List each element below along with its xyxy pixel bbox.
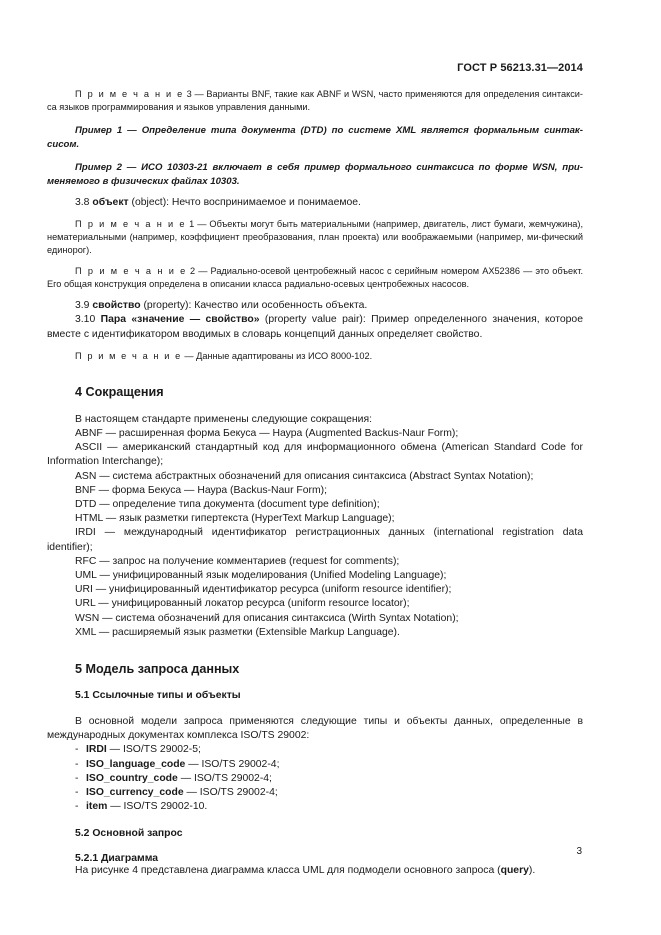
- abbreviation-item: URL — унифицированный локатор ресурса (uniform resource locator);: [75, 598, 410, 610]
- list-item: [47, 758, 583, 772]
- section-5-2-1-title: 5.2.1 Диаграмма: [75, 853, 159, 865]
- note-label: П р и м е ч а н и е: [75, 219, 187, 230]
- note-text: 2 — Радиально-осевой центробежный насос с серийным номером AX52386 — это объект. Его общая конструкция определена в описании класса радиально-осевых центробежных насосов.: [47, 266, 583, 290]
- example-2: Пример 2 — ИСО 10303-21 включает в себя пример формального синтаксиса по форме WSN, при-меняемого в физических файлах 10303.: [47, 162, 583, 187]
- abbreviation-item: IRDI — международный идентификатор регистрационных данных (international registration data identifier);: [47, 527, 583, 553]
- type-name: item: [86, 801, 108, 813]
- section-5-title: 5 Модель запроса данных: [75, 662, 240, 677]
- note-label: П р и м е ч а н и е: [75, 89, 184, 99]
- list-dash: -: [75, 758, 79, 770]
- list-dash: -: [75, 801, 79, 813]
- term-name: объект: [92, 197, 129, 208]
- abbreviation-item: UML — унифицированный язык моделирования (Unified Modeling Language);: [75, 570, 447, 582]
- term-definition: (property value pair): Пример определенного значения, которое вместе с идентификатором вводимых в словарь концепций данных определяет свойство.: [47, 314, 583, 340]
- query-term: query: [500, 865, 529, 877]
- type-name: IRDI: [86, 744, 107, 756]
- section-5-1-intro: В основной модели запроса применяются следующие типы и объекты данных, определенные в международных документах комплекса ISO/TS 29002:: [47, 716, 583, 742]
- section-5-2-title: 5.2 Основной запрос: [75, 828, 183, 840]
- reference-type-list: [47, 743, 583, 814]
- section-4-title: 4 Сокращения: [75, 384, 164, 399]
- example-1: Пример 1 — Определение типа документа (DTD) по системе XML является формальным синтак-сисом.: [47, 125, 583, 150]
- term-number: 3.10: [75, 314, 101, 326]
- abbreviation-list: [47, 427, 583, 640]
- section-5-1-title: 5.1 Ссылочные типы и объекты: [75, 690, 241, 702]
- type-reference: — ISO/TS 29002-5;: [106, 744, 201, 756]
- term-name: свойство: [92, 300, 141, 312]
- page-content: [47, 88, 583, 879]
- list-item: [47, 743, 583, 757]
- term-3-8: [47, 196, 583, 210]
- term-number: 3.9: [75, 300, 93, 312]
- type-reference: — ISO/TS 29002-10.: [107, 801, 208, 813]
- term-name: Пара «значение — свойство»: [100, 314, 260, 326]
- section-4-intro: В настоящем стандарте применены следующие сокращения:: [75, 413, 372, 425]
- type-name: ISO_country_code: [86, 772, 178, 784]
- term-definition: (property): Качество или особенность объекта.: [140, 300, 368, 312]
- note-label: П р и м е ч а н и е: [75, 266, 187, 277]
- term-3-10: [47, 313, 583, 341]
- list-item: [47, 786, 583, 800]
- note-text: 3 — Варианты BNF, такие как ABNF и WSN, часто применяются для определения синтакси-са языков программирования и языков управления данными.: [47, 89, 583, 112]
- abbreviation-item: ABNF — расширенная форма Бекуса — Наура (Augmented Backus-Naur Form);: [75, 428, 459, 440]
- abbreviation-item: RFC — запрос на получение комментариев (request for comments);: [75, 555, 400, 567]
- document-id-header: ГОСТ Р 56213.31—2014: [457, 62, 583, 74]
- term-definition: (object): Нечто воспринимаемое и понимаемое.: [128, 197, 361, 208]
- type-name: ISO_language_code: [86, 758, 186, 770]
- abbreviation-item: URI — унифицированный идентификатор ресурса (uniform resource identifier);: [75, 584, 452, 596]
- list-dash: -: [75, 772, 79, 784]
- type-reference: — ISO/TS 29002-4;: [185, 758, 280, 770]
- abbreviation-item: ASCII — американский стандартный код для информационного обмена (American Standard Code for Information Interchange);: [47, 442, 583, 468]
- list-dash: -: [75, 787, 79, 799]
- page-number: 3: [576, 846, 582, 857]
- section-5-2-1-text: [47, 864, 583, 878]
- term-3-9: [47, 299, 583, 313]
- abbreviation-item: DTD — определение типа документа (document type definition);: [75, 499, 380, 511]
- abbreviation-item: WSN — система обозначений для описания синтаксиса (Wirth Syntax Notation);: [75, 612, 459, 624]
- abbreviation-item: BNF — форма Бекуса — Наура (Backus-Naur Form);: [75, 484, 328, 496]
- abbreviation-item: HTML — язык разметки гипертекста (HyperText Markup Language);: [75, 513, 395, 525]
- abbreviation-item: XML — расширяемый язык разметки (Extensible Markup Language).: [75, 626, 400, 638]
- note-text: 1 — Объекты могут быть материальными (например, двигатель, лист бумаги, жемчужина), нематериальными (например, коэффициент преобразования, план проекта) или воображаемыми (например, ми-фический единорог).: [47, 219, 583, 256]
- type-reference: — ISO/TS 29002-4;: [183, 787, 278, 799]
- type-name: ISO_currency_code: [86, 787, 184, 799]
- list-dash: -: [75, 744, 79, 756]
- type-reference: — ISO/TS 29002-4;: [177, 772, 272, 784]
- note-label: П р и м е ч а н и е: [75, 350, 182, 361]
- text-part: ).: [528, 865, 536, 877]
- list-item: [47, 800, 583, 814]
- list-item: [47, 772, 583, 786]
- note-2: [47, 265, 583, 291]
- abbreviation-item: ASN — система абстрактных обозначений для описания синтаксиса (Abstract Syntax Notation);: [75, 470, 534, 482]
- note-adapted: [47, 350, 583, 363]
- note-3: [47, 88, 583, 114]
- note-text: — Данные адаптированы из ИСО 8000-102.: [181, 350, 373, 361]
- term-number: 3.8: [75, 197, 93, 208]
- note-1: [47, 218, 583, 257]
- text-part: На рисунке 4 представлена диаграмма класса UML для подмодели основного запроса (: [75, 865, 501, 877]
